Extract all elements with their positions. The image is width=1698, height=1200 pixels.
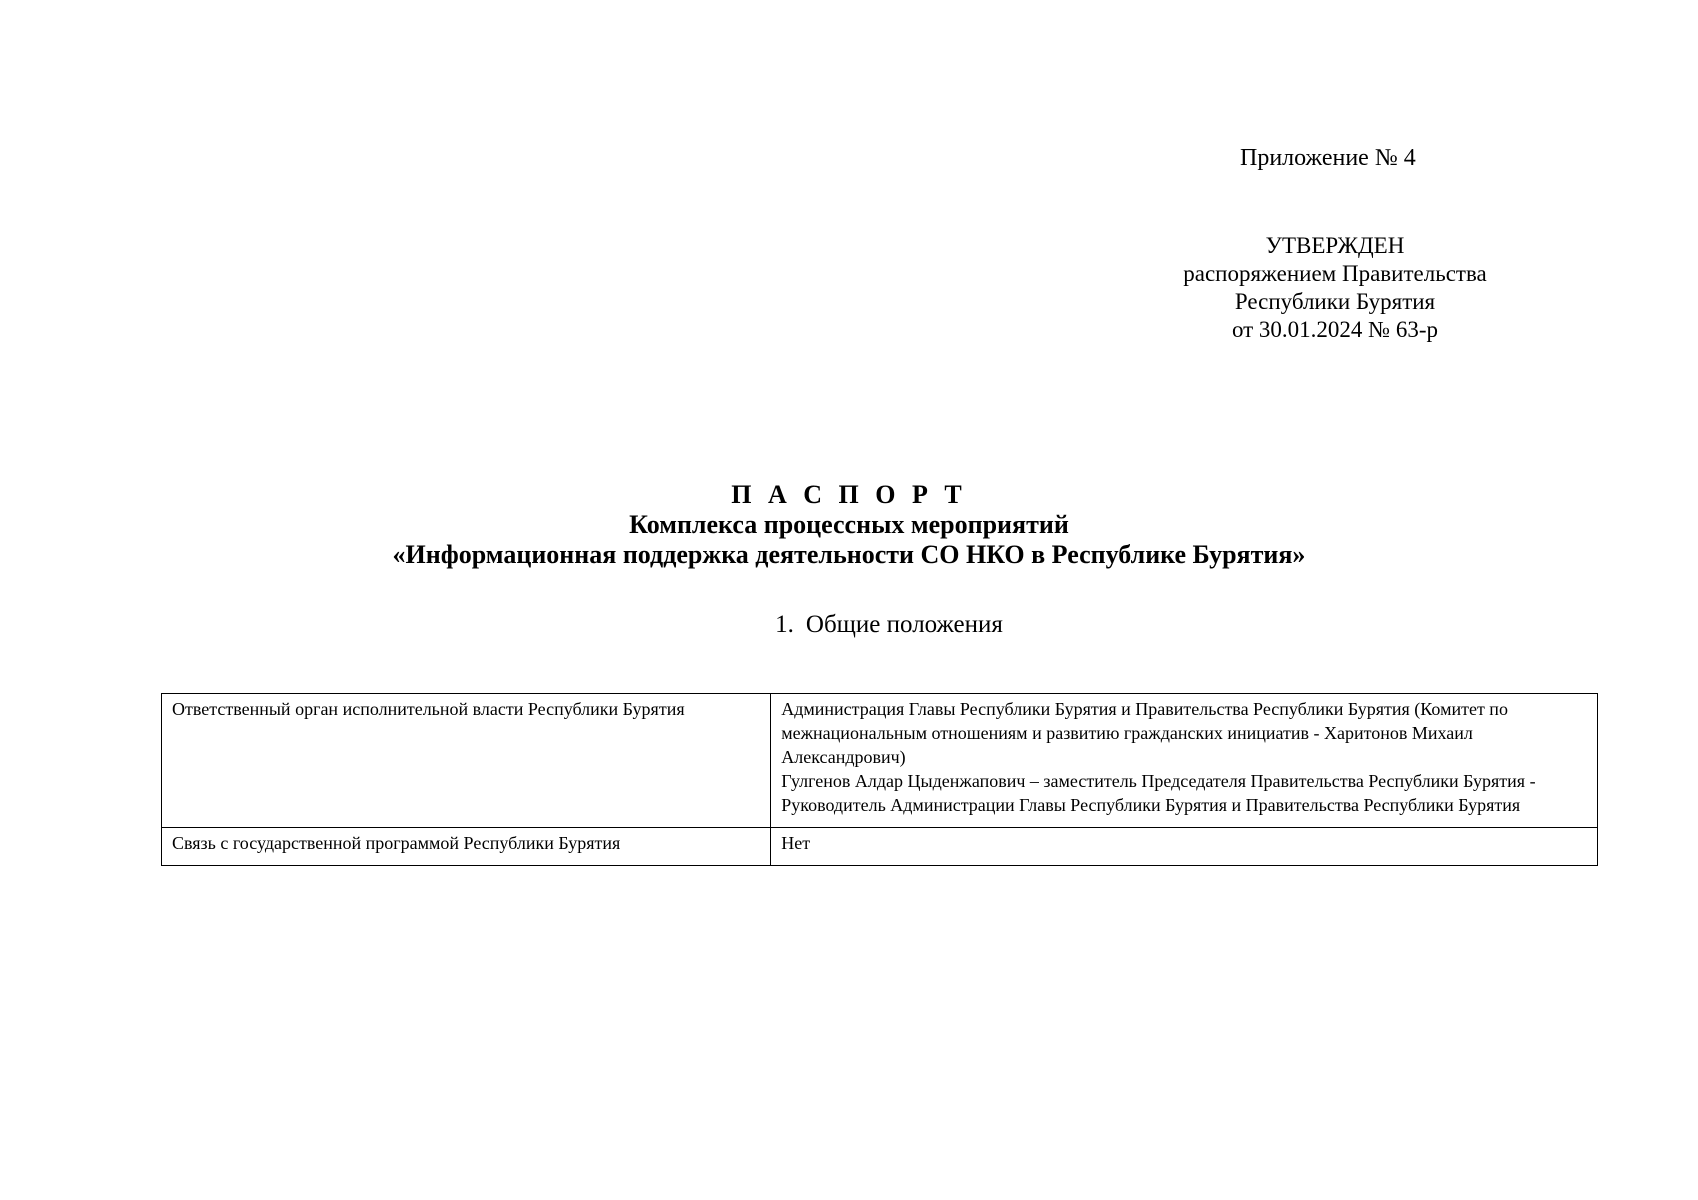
approval-authority: распоряжением Правительства xyxy=(1183,261,1487,286)
table-cell-value xyxy=(771,694,1598,828)
table-cell-label: Ответственный орган исполнительной власти Республики Бурятия xyxy=(162,694,771,828)
value-line: Администрация Главы Республики Бурятия и Правительства Республики Бурятия (Комитет по межнациональным отношениям и развитию гражданских инициатив - Харитонов Михаил Александрович) xyxy=(781,699,1508,767)
section-title: Общие положения xyxy=(805,611,1003,638)
document-title xyxy=(0,480,1698,570)
table-row xyxy=(162,828,1598,866)
approval-date-number: от 30.01.2024 № 63-р xyxy=(1231,317,1439,342)
section-heading xyxy=(0,610,1698,640)
table-row xyxy=(162,694,1598,828)
approval-stamp-block xyxy=(1150,232,1520,344)
table-cell-label: Связь с государственной программой Республики Бурятия xyxy=(162,828,771,866)
title-passport: П А С П О Р Т xyxy=(731,480,967,509)
value-line: Гулгенов Алдар Цыденжапович – заместитель Председателя Правительства Республики Бурятия - Руководитель Администрации Главы Республики Бурятия и Правительства Республики Бурятия xyxy=(781,771,1536,815)
value-line: Нет xyxy=(781,833,811,853)
title-program-name: «Информационная поддержка деятельности СО НКО в Республике Бурятия» xyxy=(392,540,1306,569)
section-number: 1. xyxy=(775,611,794,638)
title-complex: Комплекса процессных мероприятий xyxy=(629,510,1069,539)
approval-title: УТВЕРЖДЕН xyxy=(1265,233,1405,258)
appendix-label: Приложение № 4 xyxy=(1240,145,1416,171)
table-cell-value xyxy=(771,828,1598,866)
approval-region: Республики Бурятия xyxy=(1234,289,1436,314)
general-provisions-table xyxy=(161,693,1598,866)
